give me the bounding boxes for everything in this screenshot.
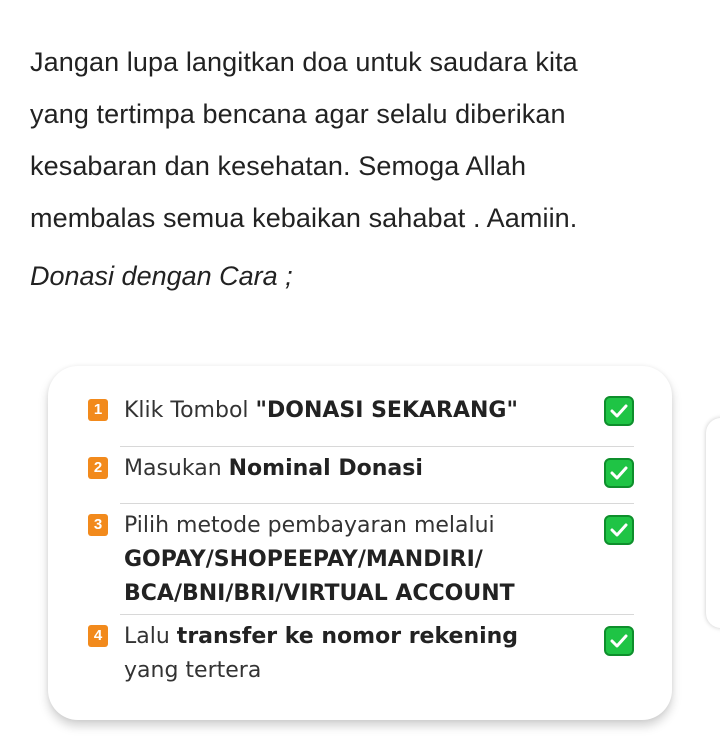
step-text-regular: Pilih metode pembayaran melalui: [124, 513, 495, 538]
step-text: [124, 452, 596, 486]
step-item: [88, 509, 634, 611]
step-text-bold: BCA/BNI/BRI/VIRTUAL ACCOUNT: [124, 581, 515, 606]
next-card-peek: [706, 418, 720, 628]
intro-line: yang tertimpa bencana agar selalu diberikan: [30, 99, 566, 129]
intro-line: membalas semua kebaikan sahabat . Aamiin.: [30, 203, 578, 233]
step-divider: [120, 503, 634, 504]
checkmark-icon: [604, 458, 634, 488]
step-item: [88, 620, 634, 688]
step-text-bold: transfer ke nomor rekening: [176, 624, 519, 649]
step-text-regular: Klik Tombol: [124, 398, 256, 423]
checkmark-icon: [604, 396, 634, 426]
step-divider: [120, 614, 634, 615]
step-text: [124, 509, 596, 611]
step-text-bold: "DONASI SEKARANG": [255, 398, 518, 423]
checkmark-icon: [604, 626, 634, 656]
donation-method-heading: Donasi dengan Cara ;: [30, 261, 293, 291]
step-number-badge: 1: [88, 399, 108, 421]
step-number-badge: 4: [88, 625, 108, 647]
step-divider: [120, 446, 634, 447]
intro-line: Jangan lupa langitkan doa untuk saudara kita: [30, 47, 578, 77]
step-text-regular: yang tertera: [124, 658, 262, 683]
step-text-bold: GOPAY/SHOPEEPAY/MANDIRI/: [124, 547, 483, 572]
step-number-badge: 2: [88, 457, 108, 479]
step-text: [124, 394, 596, 428]
step-item: [88, 452, 634, 488]
step-text-bold: Nominal Donasi: [228, 456, 423, 481]
checkmark-icon: [604, 515, 634, 545]
step-text: [124, 620, 596, 688]
step-text-regular: Masukan: [124, 456, 229, 481]
step-number-badge: 3: [88, 514, 108, 536]
intro-line: kesabaran dan kesehatan. Semoga Allah: [30, 151, 527, 181]
intro-paragraph: [30, 36, 690, 244]
step-text-regular: Lalu: [124, 624, 177, 649]
step-item: [88, 394, 634, 428]
